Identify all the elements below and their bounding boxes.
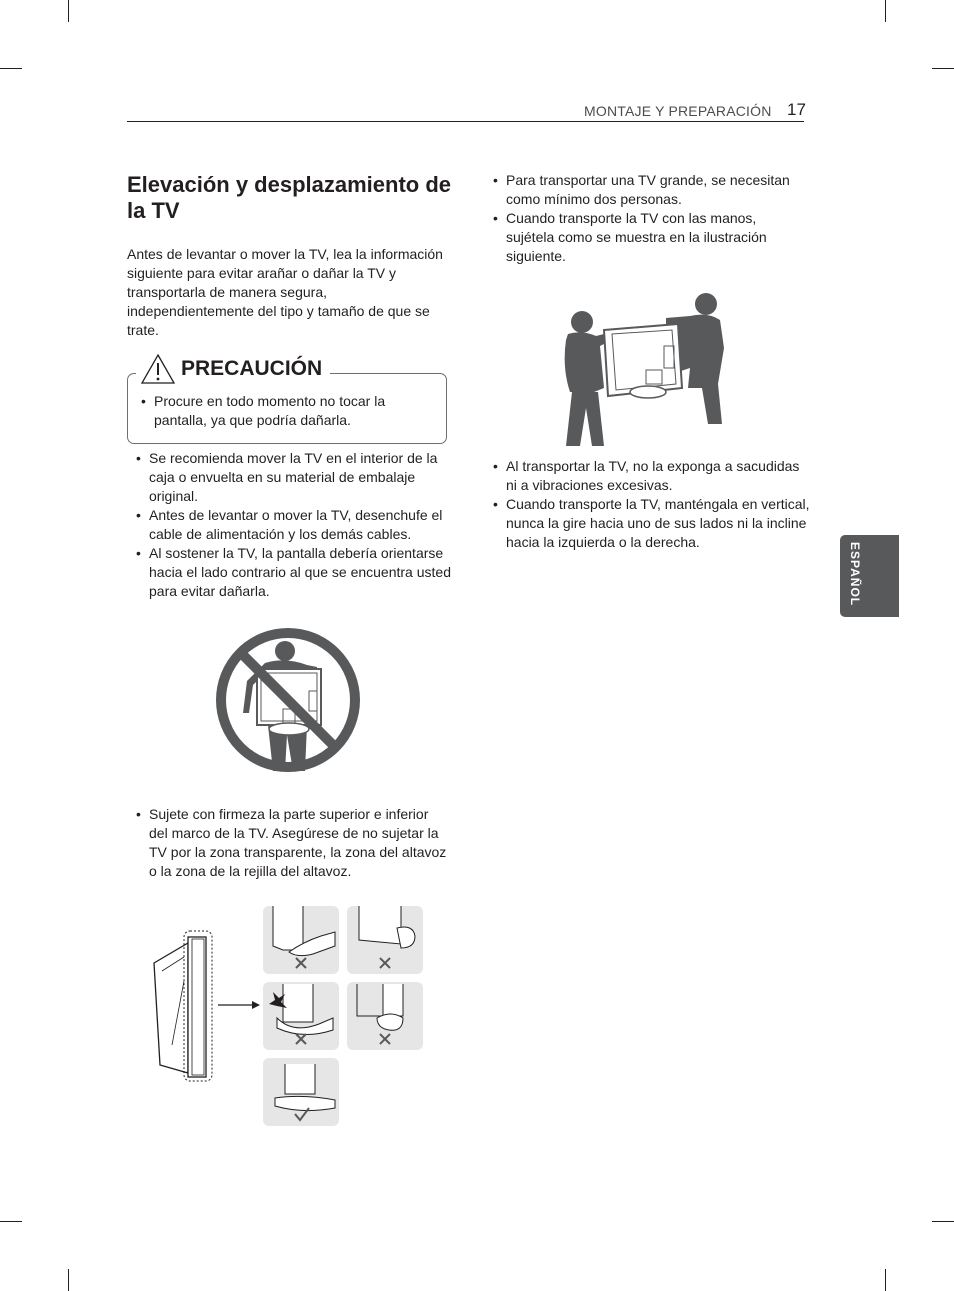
prohibited-carry-illustration (213, 625, 363, 775)
grip-panel (347, 982, 423, 1050)
list-item: • Al sostener la TV, la pantalla debería orientarse hacia el lado contrario al que se encuentra usted para evitar dañarla. (127, 544, 457, 601)
header-rule (127, 121, 804, 122)
crop-mark (885, 1269, 886, 1291)
crop-mark (68, 0, 69, 22)
grip-panel (263, 1058, 339, 1126)
two-person-carry-illustration (560, 288, 730, 448)
warning-triangle-icon (140, 353, 176, 385)
page-number: 17 (787, 100, 806, 119)
list-item: • Cuando transporte la TV con las manos, sujétela como se muestra en la ilustración siguiente. (484, 209, 806, 266)
list-item: • Procure en todo momento no tocar la pantalla, ya que podría dañarla. (132, 392, 432, 430)
tv-figure (604, 324, 682, 398)
crop-mark (68, 1269, 69, 1291)
list-item: • Cuando transporte la TV, manténgala en vertical, nunca la gire hacia uno de sus lados ni la incline hacia la izquierda o la derecha. (484, 495, 814, 552)
list-item: • Se recomienda mover la TV en el interior de la caja o envuelta en su material de embalaje original. (127, 449, 457, 506)
caution-title: PRECAUCIÓN (181, 357, 323, 380)
right-bullet-list-top (484, 171, 806, 266)
crop-mark (932, 1221, 954, 1222)
crop-mark (0, 68, 22, 69)
intro-paragraph: Antes de levantar o mover la TV, lea la información siguiente para evitar arañar o dañar la TV y transportarla de manera segura, independientemente del tipo y tamaño de que se trate. (127, 246, 443, 338)
caution-header (136, 352, 330, 386)
right-bullet-list-bottom (484, 457, 814, 552)
grip-panel (263, 906, 339, 974)
list-item: • Para transportar una TV grande, se necesitan como mínimo dos personas. (484, 171, 806, 209)
crop-mark (885, 0, 886, 22)
language-tab-label: ESPAÑOL (848, 542, 862, 607)
list-item: • Al transportar la TV, no la exponga a sacudidas ni a vibraciones excesivas. (484, 457, 814, 495)
page-title: Elevación y desplazamiento de la TV (127, 172, 452, 223)
crop-mark (0, 1221, 22, 1222)
header-section-title: MONTAJE Y PREPARACIÓN (584, 103, 772, 119)
left-bullet-list (127, 449, 457, 601)
caution-list (132, 392, 432, 430)
grip-panel (347, 906, 423, 974)
tv-side-illustration (148, 925, 266, 1085)
list-item: • Sujete con firmeza la parte superior e inferior del marco de la TV. Asegúrese de no sujetar la TV por la zona transparente, la zona del altavoz o la zona de la rejilla del altavoz. (127, 805, 447, 881)
grip-bullet-list (127, 805, 447, 881)
crop-mark (932, 68, 954, 69)
grip-panels (263, 906, 423, 1128)
list-item: • Antes de levantar o mover la TV, desenchufe el cable de alimentación y los demás cables. (127, 506, 457, 544)
grip-panel (263, 982, 339, 1050)
